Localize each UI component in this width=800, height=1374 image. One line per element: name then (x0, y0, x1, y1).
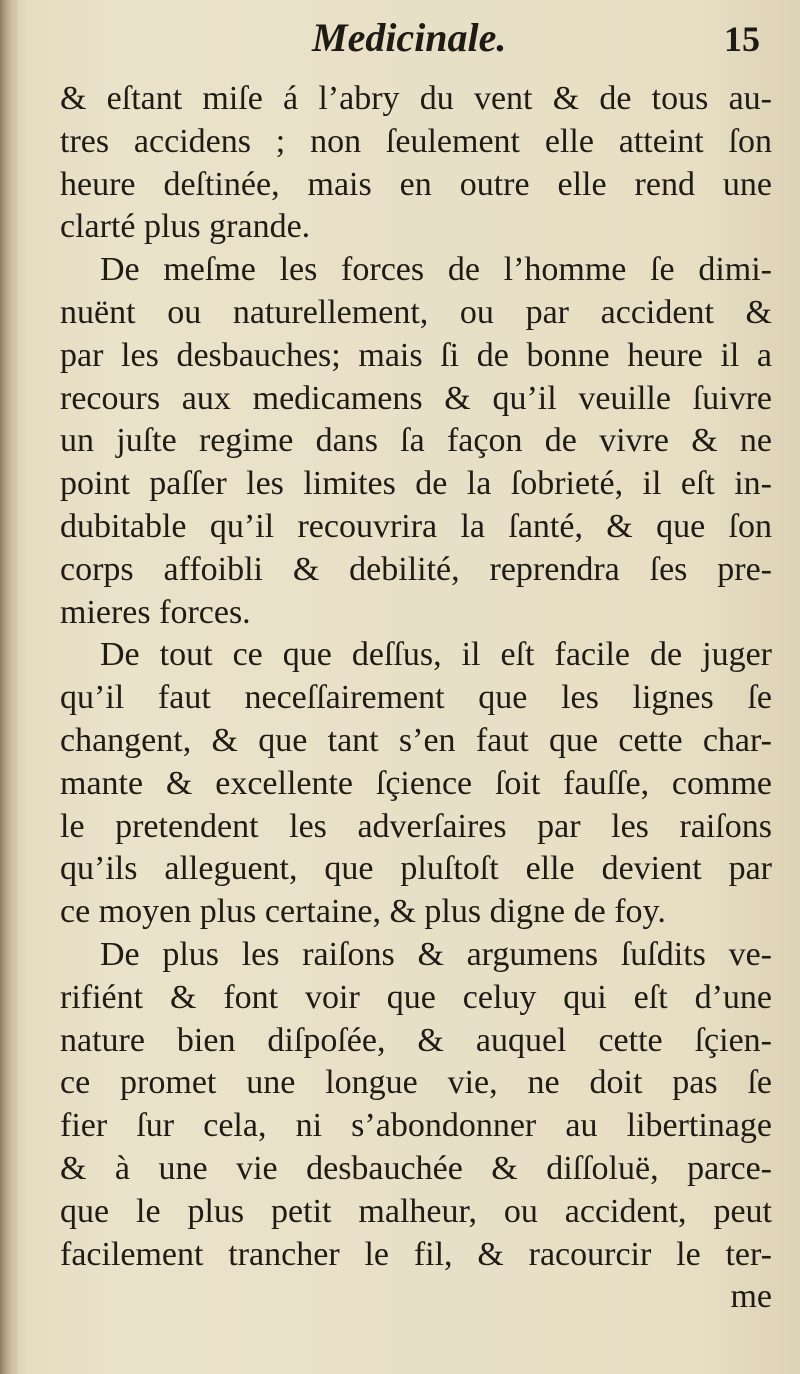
text-line: qu’ils alleguent, que pluſtoſt elle devient par (60, 850, 772, 888)
text-line: facilement trancher le fil, & racourcir le ter- (60, 1235, 772, 1273)
page-header (60, 14, 770, 74)
body-text (60, 78, 772, 1319)
page-number: 15 (724, 19, 760, 59)
text-line: & eſtant miſe á l’abry du vent & de tous au- (60, 80, 772, 117)
text-line: & à une vie desbauchée & diſſoluë, parce- (60, 1149, 772, 1187)
text-line: que le plus petit malheur, ou accident, peut (60, 1192, 772, 1230)
text-line: dubitable qu’il recouvrira la ſanté, & que ſon (60, 507, 772, 545)
page-gutter-shadow (0, 0, 18, 1374)
text-line: mieres forces. (60, 593, 251, 631)
text-line: clarté plus grande. (60, 208, 311, 246)
text-line: un juſte regime dans ſa façon de vivre & ne (60, 422, 772, 460)
running-head: Medicinale. (312, 15, 507, 60)
text-line: rifiént & font voir que celuy qui eſt d’une (60, 978, 772, 1016)
text-line: nature bien diſpoſée, & auquel cette ſçien- (60, 1021, 772, 1059)
text-line: qu’il faut neceſſairement que les lignes ſe (60, 679, 772, 717)
text-line: nuënt ou naturellement, ou par accident & (60, 293, 772, 331)
text-line: corps affoibli & debilité, reprendra ſes pre- (60, 550, 772, 588)
text-line: ce moyen plus certaine, & plus digne de foy. (60, 893, 666, 931)
paragraph-first-line: De tout ce que deſſus, il eſt facile de juger (100, 636, 772, 674)
text-line: le pretendent les adverſaires par les raiſons (60, 807, 772, 845)
text-line: mante & excellente ſçience ſoit fauſſe, comme (60, 764, 772, 802)
text-line: point paſſer les limites de la ſobrieté, il eſt in- (60, 465, 772, 503)
text-line: changent, & que tant s’en faut que cette char- (60, 721, 772, 759)
text-line: heure deſtinée, mais en outre elle rend une (60, 165, 772, 203)
paragraph-first-line: De plus les raiſons & argumens ſuſdits ve- (100, 935, 772, 973)
text-line: tres accidens ; non ſeulement elle atteint ſon (60, 122, 772, 160)
catchword: me (730, 1278, 772, 1316)
text-line: recours aux medicamens & qu’il veuille ſuivre (60, 379, 772, 417)
text-line: ce promet une longue vie, ne doit pas ſe (60, 1064, 772, 1102)
paragraph-first-line: De meſme les forces de l’homme ſe dimi- (100, 251, 772, 289)
text-line: par les desbauches; mais ſi de bonne heure il a (60, 336, 772, 374)
text-line: fier ſur cela, ni s’abondonner au libertinage (60, 1107, 772, 1145)
